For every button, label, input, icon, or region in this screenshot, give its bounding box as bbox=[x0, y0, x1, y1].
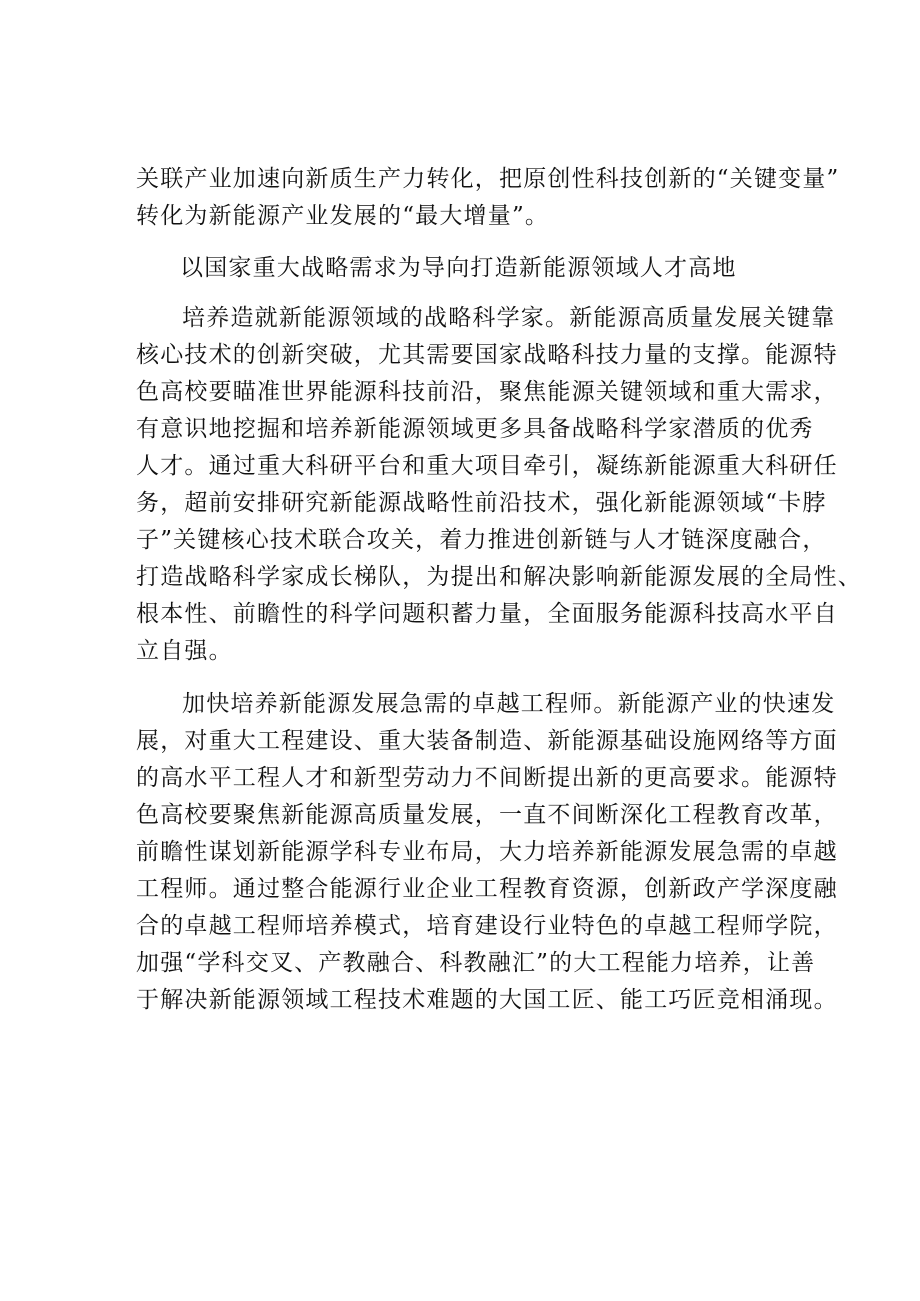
text-line: 加快培养新能源发展急需的卓越工程师。新能源产业的快速发 bbox=[182, 691, 836, 717]
text-line: 工程师。通过整合能源行业企业工程教育资源，创新政产学深度融 bbox=[136, 876, 838, 902]
paragraph-strategic-scientists bbox=[136, 300, 862, 670]
text-line: 培养造就新能源领域的战略科学家。新能源高质量发展关键靠 bbox=[182, 305, 836, 331]
document-body bbox=[136, 161, 862, 1019]
text-line: 关联产业加速向新质生产力转化，把原创性科技创新的“关键变量” bbox=[136, 166, 840, 192]
text-line: 务，超前安排研究新能源战略性前沿技术，强化新能源领域“卡脖 bbox=[136, 490, 827, 516]
text-line: 色高校要瞄准世界能源科技前沿，聚焦能源关键领域和重大需求， bbox=[136, 379, 838, 405]
text-line: 根本性、前瞻性的科学问题积蓄力量，全面服务能源科技高水平自 bbox=[136, 601, 838, 627]
text-line: 有意识地挖掘和培养新能源领域更多具备战略科学家潜质的优秀 bbox=[136, 416, 814, 442]
text-line: 展，对重大工程建设、重大装备制造、新能源基础设施网络等方面 bbox=[136, 728, 838, 754]
paragraph-excellent-engineers bbox=[136, 686, 838, 1019]
text-line: 人才。通过重大科研平台和重大项目牵引，凝练新能源重大科研任 bbox=[136, 453, 838, 479]
text-line: 打造战略科学家成长梯队，为提出和解决影响新能源发展的全局性、 bbox=[136, 564, 862, 590]
text-line: 的高水平工程人才和新型劳动力不间断提出新的更高要求。能源特 bbox=[136, 765, 838, 791]
section-heading-block bbox=[136, 250, 816, 287]
text-line: 于解决新能源领域工程技术难题的大国工匠、能工巧匠竞相涌现。 bbox=[136, 987, 838, 1013]
text-line: 色高校要聚焦新能源高质量发展，一直不间断深化工程教育改革， bbox=[136, 802, 838, 828]
section-heading: 以国家重大战略需求为导向打造新能源领域人才高地 bbox=[180, 255, 737, 281]
text-line: 前瞻性谋划新能源学科专业布局，大力培养新能源发展急需的卓越 bbox=[136, 839, 838, 865]
text-line: 转化为新能源产业发展的“最大增量”。 bbox=[136, 203, 550, 229]
continued-paragraph bbox=[136, 161, 840, 235]
text-line: 核心技术的创新突破，尤其需要国家战略科技力量的支撑。能源特 bbox=[136, 342, 838, 368]
text-line: 合的卓越工程师培养模式，培育建设行业特色的卓越工程师学院， bbox=[136, 913, 838, 939]
text-line: 加强“学科交叉、产教融合、科教融汇”的大工程能力培养，让善 bbox=[136, 950, 816, 976]
text-line: 立自强。 bbox=[136, 638, 233, 664]
text-line: 子”关键核心技术联合攻关，着力推进创新链与人才链深度融合， bbox=[136, 527, 827, 553]
